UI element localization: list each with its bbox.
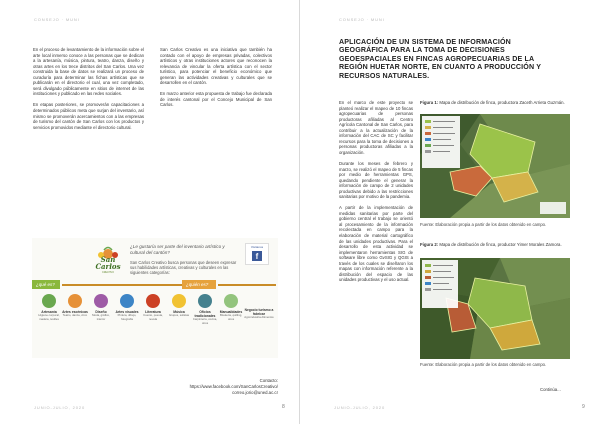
category-desc: Pintura, dibujo, fotografía [117,313,137,321]
category-item [62,294,88,318]
figure-1-source: Fuente: Elaboración propia a partir de los datos obtenido en campo. [420,222,547,227]
figure-1-text: Mapa de distribución de finca, productora Zaceth Arrieta Guzmán. [439,100,565,105]
category-desc: Moda, gráfico, interior [92,313,110,321]
paragraph: En el marco de este proyecto se planteó realizar el mapeo de 10 fincas agropecuarias de personas productoras afiliadas al Centro Agrícola Cantonal de San Carlos, para contribuir a la actualización de la información del CAC de SC y facilitar recursos para la toma de decisiones a personas productoras afiliadas a la organización. [339,100,413,155]
article-column-1 [33,47,144,136]
article-column-2 [160,47,272,113]
paragraph: En marzo anterior esta propuesta de trabajo fue declarada de interés cantonal por el Concejo Municipal de San Carlos. [160,91,272,108]
figure-2-label: Figura 2: [420,242,439,247]
category-title: Artesanía [41,310,57,314]
facebook-icon: f [252,251,262,261]
band-divider-tail [218,284,276,286]
running-head: CONSEJO · MUNI [339,17,385,22]
category-desc: Carpintería, cocina, otros [192,317,218,325]
figure-1-map [420,114,570,218]
category-extra [242,308,276,320]
category-icon [198,294,212,308]
contact-label: Contacto: [259,378,278,383]
paragraph: Durante los meses de febrero y marzo, se realizó el mapeo de 5 fincas por medio de herramientas GPS, quedando pendiente el generar la información de campo de 2 unidades productivas debido a las restricciones sanitarias por motivo de la pandemia. [339,160,413,200]
poster-question: ¿Le gustaría ser parte del inventario artístico y cultural del cantón? [130,244,225,255]
category-extra-desc: Agroindustria Alimentos [244,315,274,319]
category-title: Literatura [145,310,161,314]
category-extra-title: Negocio turismo a fabricar [244,308,274,316]
category-title: Artes escénicas [62,310,88,314]
category-item [218,294,244,321]
category-desc: Cuento, poesía, novela [143,313,163,321]
category-desc: Bisutería, quilling, otros [219,313,243,321]
continued-label: Continúa... [540,387,561,392]
figure-2-caption [420,242,570,248]
category-desc: Teatro, danza, circo [62,313,88,317]
san-carlos-creativo-poster [32,238,278,358]
category-title: Manualidades [219,310,243,314]
category-title: Música [173,310,185,314]
running-foot: JUNIO-JULIO, 2020 [34,405,86,410]
paragraph: En el proceso de levantamiento de la información sobre el arte local inmerso conoce a las personas que se dedican a la artesanía, música, pintura, teatro, danza, diseño y otras artes en los trece distritos del San Carlos. Una vez construida la base de datos se realizará un proceso de curaduría para determinar las fichas artísticas que se publicarán en el directorio el cual, una vez completado, será divulgado públicamente en sitios de internet de las instituciones y publicado en las redes sociales. [33,47,144,97]
running-head: CONSEJO · MUNI [34,17,80,22]
category-icon [172,294,186,308]
category-icon [94,294,108,308]
figure-2-map-image [420,258,570,359]
facebook-label: Visítanos [250,245,264,249]
figure-1-map-image [420,114,570,218]
category-icon [120,294,134,308]
contact-facebook-link[interactable]: https://www.facebook.com/SanCarlosCreativo/ [189,384,278,390]
category-icon [42,294,56,308]
figure-2-map [420,258,570,359]
category-item [192,294,218,325]
contact-block [186,378,278,396]
page-number: 8 [282,404,285,410]
figure-1-caption [420,100,570,106]
poster-subtext: San Carlos Creativo busca personas que deseen expresar sus habilidades artísticas, creativas y culturales en las siguientes categorías: [130,260,237,276]
contact-email-link[interactable]: correo.jorio@uned.ac.cr [232,390,278,396]
san-carlos-creativo-logo [90,246,126,280]
figure-2-source: Fuente: Elaboración propia a partir de los datos obtenido en campo. [420,362,547,367]
category-item [114,294,140,321]
figure-2-text: Mapa de distribución de finca, productor Yimer Morales Zamora. [439,242,562,247]
article-title: APLICACIÓN DE UN SISTEMA DE INFORMACIÓN GEOGRÁFICA PARA LA TOMA DE DECISIONES GEOESPACIALES EN FINCAS AGROPECUARIAS DE LA REGIÓN HUETAR NORTE, EN CUANTO A PRODUCCIÓN Y RECURSOS NATURALES. [339,38,541,80]
logo-title: San Carlos [95,255,121,271]
category-item [36,294,62,321]
running-foot: JUNIO-JULIO, 2020 [334,405,386,410]
band-divider [62,284,182,286]
band-left-label: ¿qué es? [32,280,60,289]
facebook-badge [245,243,269,265]
category-title: Oficios tradicionales [194,310,216,318]
category-item [140,294,166,321]
category-item [88,294,114,321]
band-right-label: ¿quién es? [182,280,216,289]
category-title: Diseño [95,310,107,314]
category-desc: Higiene corporal, madera, textiles [38,313,60,321]
logo-subtitle: CREATIVO [101,271,115,274]
page-number: 9 [582,404,585,410]
paragraph: En etapas posteriores, se promoverán capacitaciones a determinados públicos meta que surjan del inventario, así mismo se promoverán acercamientos con a las empresas de turismo del cantón de San Carlos con los productos y servicios promovidos mediante el directorio cultural. [33,102,144,130]
category-icon [146,294,160,308]
category-title: Artes visuales [115,310,139,314]
figure-1-label: Figura 1: [420,100,439,105]
article-column-1 [339,100,413,288]
paragraph: A partir de la implementación de medidas sanitarias por parte del gobierno central el trabajo se orientó al procesamiento de la información recolectada en campo para la elaboración de material cartográfico de las unidades productivas. Para el desarrollo de esta actividad se implementaron herramientas SIG de software libre como GvSIG y QGIS a través de los cuales se diseñaron los mapas con información referente a la distribución del espacio de las unidades productivas y el uso actual. [339,205,413,283]
category-icon [224,294,238,308]
category-icon [68,294,82,308]
paragraph: San Carlos Creativo es una iniciativa que también ha contado con el apoyo de empresas privadas, colectivos artísticos y otras instituciones actores que reconocen la relevancia de vincular la oferta artística con el sector turístico, para potenciar el beneficio económico que generan las actividades creativas y culturales que se desarrollen en el cantón. [160,47,272,86]
category-item [166,294,192,318]
left-page [0,0,299,424]
category-desc: Grupos, solistas [168,313,190,317]
